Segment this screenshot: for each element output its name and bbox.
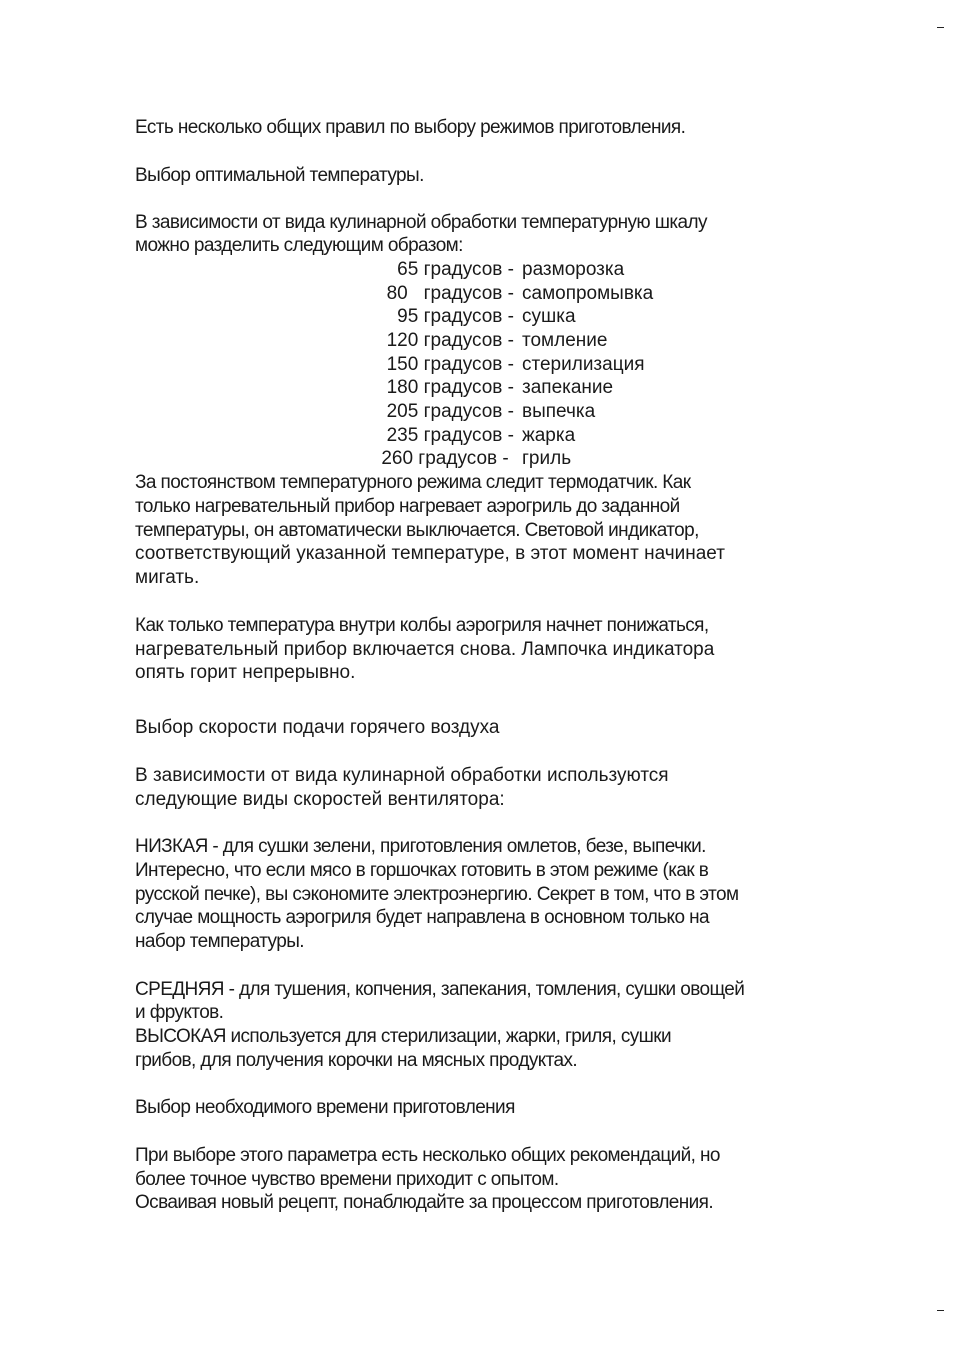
- airflow-heading: Выбор скорости подачи горячего воздуха: [135, 717, 500, 738]
- paragraph-line: русской печке), вы сэкономите электроэнергию. Секрет в том, что в этом: [135, 884, 739, 905]
- paragraph-line: соответствующий указанной температуре, в этот момент начинает: [135, 543, 725, 564]
- paragraph-line: В зависимости от вида кулинарной обработки используются: [135, 765, 669, 786]
- scale-mode: стерилизация: [522, 354, 645, 375]
- paragraph-line: набор температуры.: [135, 931, 304, 952]
- paragraph-line: и фруктов.: [135, 1002, 224, 1023]
- paragraph-line: более точное чувство времени приходит с опытом.: [135, 1169, 559, 1190]
- paragraph-line: случае мощность аэрогриля будет направлена в основном только на: [135, 907, 709, 928]
- paragraph-line: За постоянством температурного режима следит термодатчик. Как: [135, 472, 691, 493]
- paragraph-line: нагревательный прибор включается снова. Лампочка индикатора: [135, 639, 715, 660]
- scale-mode: самопромывка: [522, 283, 654, 304]
- paragraph-line: грибов, для получения корочки на мясных продуктах.: [135, 1050, 578, 1071]
- scale-degrees: 260 градусов -: [381, 448, 514, 469]
- paragraph-line: НИЗКАЯ - для сушки зелени, приготовления омлетов, безе, выпечки.: [135, 836, 706, 857]
- scale-degrees: 205 градусов -: [386, 401, 514, 422]
- scale-degrees: 80 градусов -: [386, 283, 514, 304]
- paragraph-line: мигать.: [135, 567, 200, 588]
- scale-degrees: 65 градусов -: [397, 259, 514, 280]
- temperature-lead-line: можно разделить следующим образом:: [135, 235, 463, 256]
- paragraph-line: только нагревательный прибор нагревает аэрогриль до заданной: [135, 496, 680, 517]
- scale-mode: гриль: [522, 448, 572, 469]
- paragraph-line: ВЫСОКАЯ используется для стерилизации, жарки, гриля, сушки: [135, 1026, 671, 1047]
- scale-mode: жарка: [522, 425, 576, 446]
- temperature-heading: Выбор оптимальной температуры.: [135, 165, 424, 186]
- intro-text: Есть несколько общих правил по выбору режимов приготовления.: [135, 117, 686, 138]
- scale-degrees: 95 градусов -: [397, 306, 514, 327]
- scale-mode: запекание: [522, 377, 614, 398]
- paragraph-line: СРЕДНЯЯ - для тушения, копчения, запекания, томления, сушки овощей: [135, 979, 745, 1000]
- scale-mode: томление: [522, 330, 608, 351]
- paragraph-line: опять горит непрерывно.: [135, 662, 356, 683]
- paragraph-line: Интересно, что если мясо в горшочках готовить в этом режиме (как в: [135, 860, 709, 881]
- scale-mode: сушка: [522, 306, 576, 327]
- paragraph-line: следующие виды скоростей вентилятора:: [135, 789, 505, 810]
- paragraph-line: При выборе этого параметра есть несколько общих рекомендаций, но: [135, 1145, 720, 1166]
- time-heading: Выбор необходимого времени приготовления: [135, 1097, 515, 1118]
- temperature-lead-line: В зависимости от вида кулинарной обработки температурную шкалу: [135, 212, 707, 233]
- crop-mark-top: [937, 27, 944, 28]
- crop-mark-bottom: [937, 1310, 944, 1311]
- scale-degrees: 150 градусов -: [386, 354, 514, 375]
- scale-degrees: 180 градусов -: [386, 377, 514, 398]
- scale-degrees: 120 градусов -: [386, 330, 514, 351]
- scale-mode: выпечка: [522, 401, 596, 422]
- scale-degrees: 235 градусов -: [386, 425, 514, 446]
- scale-mode: разморозка: [522, 259, 625, 280]
- paragraph-line: Осваивая новый рецепт, понаблюдайте за процессом приготовления.: [135, 1192, 714, 1213]
- paragraph-line: температуры, он автоматически выключается. Световой индикатор,: [135, 520, 699, 541]
- paragraph-line: Как только температура внутри колбы аэрогриля начнет понижаться,: [135, 615, 709, 636]
